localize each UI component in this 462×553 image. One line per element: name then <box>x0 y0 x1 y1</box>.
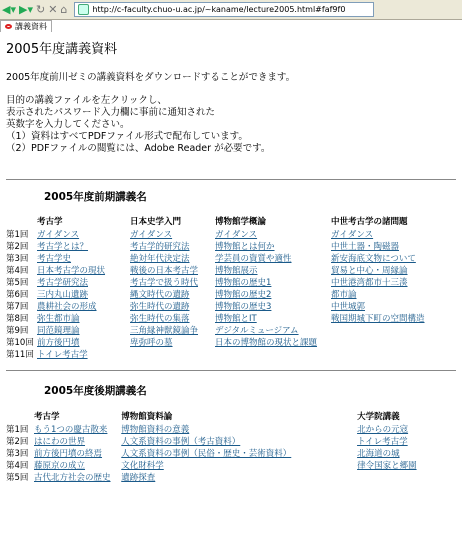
lecture-link[interactable]: 律令国家と郷園 <box>357 461 417 471</box>
intro-line: 2005年度前川ゼミの講義資料をダウンロードすることができます。 <box>6 72 296 83</box>
divider <box>6 179 456 180</box>
table-row <box>6 228 451 240</box>
table-cell <box>37 276 130 288</box>
lecture-link[interactable]: 北海道の城 <box>357 449 400 459</box>
table-cell <box>215 228 331 240</box>
lecture-link[interactable]: ガイダンス <box>130 230 173 240</box>
table-cell <box>331 252 451 264</box>
table-cell <box>130 288 215 300</box>
lecture-link[interactable]: 遺跡探査 <box>121 473 156 483</box>
table-row <box>6 336 451 348</box>
lecture-link[interactable]: 考古学的研究法 <box>130 242 190 252</box>
lecture-link[interactable]: はにわの世界 <box>34 437 86 447</box>
table-cell <box>291 423 357 435</box>
table-cell <box>130 348 215 360</box>
page-title: 2005年度講義資料 <box>6 42 118 57</box>
lecture-link[interactable]: 古代北方社会の歴史 <box>34 473 111 483</box>
table-cell <box>37 240 130 252</box>
intro-line: 表示されたパスワード入力欄に事前に通知された <box>6 107 216 118</box>
table-cell <box>37 348 130 360</box>
column-header: 中世考古学の諸問題 <box>331 217 408 227</box>
divider <box>6 370 456 371</box>
lecture-link[interactable]: 博物館資料の意義 <box>121 425 190 435</box>
lecture-number: 第10回 <box>6 338 34 348</box>
lecture-link[interactable]: 藤原京の成立 <box>34 461 86 471</box>
lecture-number: 第6回 <box>6 290 29 300</box>
url-text: http://c-faculty.chuo-u.ac.jp/~kaname/lecture2005.html#faf9f0 <box>92 5 346 14</box>
table-cell <box>331 288 451 300</box>
table-cell <box>357 471 456 483</box>
table-cell <box>215 348 331 360</box>
second-semester-title: 2005年度後期講義名 <box>44 385 147 397</box>
lecture-number: 第9回 <box>6 326 29 336</box>
lecture-link[interactable]: 博物館展示 <box>215 266 258 276</box>
lecture-link[interactable]: デジタルミュージアム <box>215 326 299 336</box>
table-cell <box>34 447 121 459</box>
table-cell <box>121 471 291 483</box>
table-cell <box>121 435 291 447</box>
lecture-link[interactable]: ガイダンス <box>37 230 80 240</box>
column-header: 日本史学入門 <box>130 217 182 227</box>
table-cell <box>34 459 121 471</box>
lecture-link[interactable]: 博物館とは何か <box>215 242 275 252</box>
table-cell <box>215 300 331 312</box>
table-cell <box>357 447 456 459</box>
table-row <box>6 435 456 447</box>
lecture-link[interactable]: 都市論 <box>331 290 357 300</box>
lecture-link[interactable]: トイレ考古学 <box>357 437 408 447</box>
table-cell <box>37 336 130 348</box>
table-cell <box>215 324 331 336</box>
table-row <box>6 252 451 264</box>
lecture-number: 第7回 <box>6 302 29 312</box>
table-cell <box>331 336 451 348</box>
table-row <box>6 447 456 459</box>
intro-line: 英数字を入力してください。 <box>6 119 130 130</box>
url-bar[interactable] <box>74 2 374 17</box>
table-row <box>6 288 451 300</box>
lecture-link[interactable]: 文化財科学 <box>121 461 164 471</box>
column-header: 考古学 <box>34 412 60 422</box>
table-cell <box>130 276 215 288</box>
table-cell <box>331 264 451 276</box>
browser-toolbar <box>0 0 462 20</box>
lecture-link[interactable]: 学芸員の資質や適性 <box>215 254 292 264</box>
column-header: 博物館資料論 <box>121 412 173 422</box>
table-cell <box>37 300 130 312</box>
lecture-link[interactable]: 新安海底文物について <box>331 254 416 264</box>
table-cell <box>357 459 456 471</box>
browser-tab[interactable] <box>0 20 52 32</box>
lecture-link[interactable]: 弥生時代の集落 <box>130 314 190 324</box>
lecture-link[interactable]: 縄文時代の遺跡 <box>130 290 190 300</box>
table-row <box>6 276 451 288</box>
lecture-link[interactable]: 貿易と中心・周縁論 <box>331 266 408 276</box>
lecture-link[interactable]: ガイダンス <box>331 230 374 240</box>
intro-text <box>6 72 456 155</box>
table-cell <box>291 471 357 483</box>
lecture-number: 第5回 <box>6 278 29 288</box>
intro-line: （1）資料はすべてPDFファイル形式で配布しています。 <box>6 131 248 142</box>
lecture-number: 第2回 <box>6 437 29 447</box>
table-row <box>6 471 456 483</box>
first-semester-table <box>6 214 451 360</box>
table-row <box>6 459 456 471</box>
table-cell <box>215 264 331 276</box>
table-cell <box>34 423 121 435</box>
lecture-number: 第2回 <box>6 242 29 252</box>
lecture-link[interactable]: 弥生時代の遺跡 <box>130 302 190 312</box>
table-cell <box>130 300 215 312</box>
table-cell <box>357 435 456 447</box>
lecture-link[interactable]: 三内丸山遺跡 <box>37 290 89 300</box>
lecture-link[interactable]: 卑弥呼の墓 <box>130 338 173 348</box>
header-blank <box>6 409 34 423</box>
lecture-number: 第8回 <box>6 314 29 324</box>
table-cell <box>130 252 215 264</box>
header-blank <box>6 214 37 228</box>
table-cell <box>121 459 291 471</box>
table-cell <box>331 300 451 312</box>
column-header <box>291 409 357 423</box>
table-cell <box>121 423 291 435</box>
table-row <box>6 264 451 276</box>
tab-bar <box>0 20 462 32</box>
lecture-link[interactable]: 人文系資料の事例（民俗・歴史・芸術資料） <box>121 449 292 459</box>
table-cell <box>215 312 331 324</box>
table-cell <box>215 252 331 264</box>
table-cell <box>331 276 451 288</box>
table-cell <box>121 447 291 459</box>
column-header: 考古学 <box>37 217 63 227</box>
forward-icon[interactable]: ▶▾ <box>18 2 33 16</box>
table-cell <box>130 240 215 252</box>
lecture-link[interactable]: 考古学とは？ <box>37 242 89 252</box>
lecture-number: 第4回 <box>6 461 29 471</box>
table-cell <box>357 423 456 435</box>
lecture-link[interactable]: トイレ考古学 <box>37 350 88 360</box>
table-cell <box>34 471 121 483</box>
lecture-link[interactable]: 戦後の日本考古学 <box>130 266 199 276</box>
lecture-number: 第3回 <box>6 254 29 264</box>
intro-line: （2）PDFファイルの閲覧には、Adobe Reader が必要です。 <box>6 143 271 154</box>
table-cell <box>37 252 130 264</box>
table-cell <box>331 228 451 240</box>
lecture-link[interactable]: 前方後円墳 <box>37 338 80 348</box>
reload-icon[interactable]: ↻ <box>35 2 46 16</box>
lecture-link[interactable]: 日本の博物館の現状と課題 <box>215 338 318 348</box>
lecture-link[interactable]: 中世城郭 <box>331 302 366 312</box>
lecture-link[interactable]: 弥生都市論 <box>37 314 80 324</box>
lecture-link[interactable]: 中世港湾都市十三湊 <box>331 278 408 288</box>
table-cell <box>130 324 215 336</box>
table-cell <box>37 228 130 240</box>
lecture-link[interactable]: 博物館の歴史1 <box>215 278 272 288</box>
lecture-link[interactable]: 同范鏡理論 <box>37 326 80 336</box>
header-row <box>6 409 456 423</box>
lecture-link[interactable]: 日本考古学の現状 <box>37 266 106 276</box>
table-cell <box>331 324 451 336</box>
table-cell <box>331 240 451 252</box>
lecture-link[interactable]: 三角縁神獣鏡論争 <box>130 326 199 336</box>
home-icon[interactable]: ⌂ <box>60 2 68 16</box>
lecture-number: 第11回 <box>6 350 34 360</box>
lecture-link[interactable]: もう1つの慶古散来 <box>34 425 108 435</box>
table-row <box>6 348 451 360</box>
lecture-number: 第1回 <box>6 425 29 435</box>
lecture-number: 第5回 <box>6 473 29 483</box>
tab-favicon-icon <box>5 24 12 29</box>
table-cell <box>130 336 215 348</box>
lecture-number: 第4回 <box>6 266 29 276</box>
lecture-link[interactable]: 農耕社会の形成 <box>37 302 97 312</box>
header-row <box>6 214 451 228</box>
lecture-link[interactable]: ガイダンス <box>215 230 258 240</box>
stop-icon[interactable]: ✕ <box>48 2 58 16</box>
lecture-link[interactable]: 考古学史 <box>37 254 72 264</box>
table-cell <box>37 312 130 324</box>
table-cell <box>37 264 130 276</box>
lecture-number: 第1回 <box>6 230 29 240</box>
table-row <box>6 240 451 252</box>
lecture-link[interactable]: 博物館の歴史2 <box>215 290 272 300</box>
column-header: 大学院講義 <box>357 412 400 422</box>
table-cell <box>291 447 357 459</box>
lecture-link[interactable]: 北からの元寇 <box>357 425 409 435</box>
page-content <box>0 38 462 483</box>
column-header: 博物館学概論 <box>215 217 267 227</box>
table-cell <box>130 228 215 240</box>
back-icon[interactable]: ◀▾ <box>2 2 16 16</box>
table-cell <box>291 435 357 447</box>
first-semester-title: 2005年度前期講義名 <box>44 191 147 203</box>
table-cell <box>37 324 130 336</box>
lecture-link[interactable]: 戦国期城下町の空間構造 <box>331 314 425 324</box>
table-cell <box>291 459 357 471</box>
table-row <box>6 312 451 324</box>
table-cell <box>130 264 215 276</box>
second-semester-table <box>6 409 456 483</box>
lecture-link[interactable]: 博物館とIT <box>215 314 257 324</box>
page-icon <box>78 4 89 15</box>
lecture-link[interactable]: 博物館の歴史3 <box>215 302 272 312</box>
tab-title: 講義資料 <box>15 22 47 31</box>
table-cell <box>215 288 331 300</box>
lecture-link[interactable]: 絶対年代決定法 <box>130 254 190 264</box>
table-row <box>6 324 451 336</box>
lecture-link[interactable]: 中世土器・陶磁器 <box>331 242 400 252</box>
table-row <box>6 300 451 312</box>
lecture-link[interactable]: 前方後円墳の終焉 <box>34 449 103 459</box>
intro-line: 目的の講義ファイルを左クリックし、 <box>6 95 167 106</box>
table-cell <box>37 288 130 300</box>
lecture-number: 第3回 <box>6 449 29 459</box>
table-cell <box>331 348 451 360</box>
table-cell <box>215 276 331 288</box>
lecture-link[interactable]: 考古学で扱う時代 <box>130 278 199 288</box>
lecture-link[interactable]: 考古学研究法 <box>37 278 89 288</box>
table-cell <box>34 435 121 447</box>
table-row <box>6 423 456 435</box>
table-cell <box>215 336 331 348</box>
table-cell <box>215 240 331 252</box>
table-cell <box>130 312 215 324</box>
table-cell <box>331 312 451 324</box>
lecture-link[interactable]: 人文系資料の事例（考古資料） <box>121 437 241 447</box>
